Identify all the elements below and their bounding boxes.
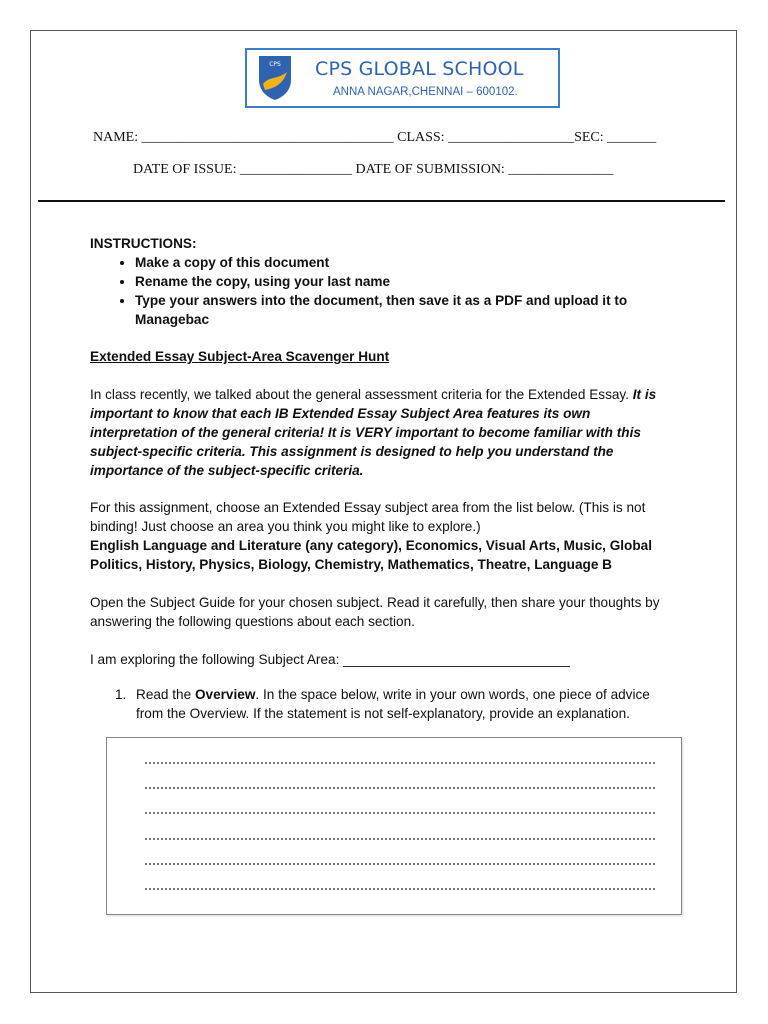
question-suffix: . In the space below, write in your own words, one piece of advice from the Overview. If the statement is not self-explanatory, provide an explanation.: [136, 687, 650, 721]
question-number: 1.: [115, 687, 127, 702]
instructions-list: [90, 253, 690, 329]
intro-text: In class recently, we talked about the general assessment criteria for the Extended Essay.: [90, 387, 633, 402]
answer-line[interactable]: [145, 762, 655, 764]
answer-line[interactable]: [145, 863, 655, 865]
instruction-item: • Type your answers into the document, then save it as a PDF and upload it to Managebac: [135, 291, 690, 329]
instruction-item: • Rename the copy, using your last name: [135, 272, 690, 291]
instruction-item: • Make a copy of this document: [135, 253, 690, 272]
school-address: ANNA NAGAR,CHENNAI – 600102.: [333, 86, 518, 98]
answer-line[interactable]: [145, 888, 655, 890]
name-class-sec-line[interactable]: NAME: ____________________________________ CLASS: __________________SEC: _______: [93, 130, 657, 145]
answer-line[interactable]: [145, 787, 655, 789]
section-title: Extended Essay Subject-Area Scavenger Hunt: [90, 349, 390, 364]
instructions-block: [90, 234, 690, 329]
assignment-paragraph: [90, 498, 680, 574]
crest-text: CPS: [269, 61, 281, 68]
answer-line[interactable]: [145, 812, 655, 814]
question-prefix: Read the: [136, 687, 195, 702]
question-keyword: Overview: [194, 687, 256, 702]
issue-submission-date-line[interactable]: DATE OF ISSUE: ________________ DATE OF SUBMISSION: _______________: [133, 162, 614, 177]
question-1: [115, 685, 675, 723]
school-crest-icon: [257, 54, 293, 102]
subject-list: English Language and Literature (any category), Economics, Visual Arts, Music, Global Politics, History, Physics, Biology, Chemistry, Mathematics, Theatre, Language B: [90, 538, 653, 572]
school-logo-banner: [245, 48, 560, 108]
subject-area-field[interactable]: I am exploring the following Subject Area: ______________________________: [90, 652, 570, 667]
intro-emphasis: It is important to know that each IB Extended Essay Subject Area features its own interpretation of the general criteria! It is VERY important to become familiar with this subject-specific criteria. This assignment is designed to help you understand the importance of the subject-specific criteria.: [90, 387, 657, 478]
instructions-heading: INSTRUCTIONS:: [90, 236, 197, 251]
question-text: [136, 685, 675, 723]
answer-box[interactable]: [106, 737, 682, 915]
assignment-text: For this assignment, choose an Extended Essay subject area from the list below. (This is not binding! Just choose an area you think you might like to explore.): [90, 500, 646, 534]
intro-paragraph: [90, 385, 680, 480]
header-divider: [38, 200, 725, 202]
subject-guide-paragraph: Open the Subject Guide for your chosen subject. Read it carefully, then share your thoughts by answering the following questions about each section.: [90, 595, 660, 629]
school-name: CPS GLOBAL SCHOOL: [315, 58, 524, 80]
answer-line[interactable]: [145, 838, 655, 840]
